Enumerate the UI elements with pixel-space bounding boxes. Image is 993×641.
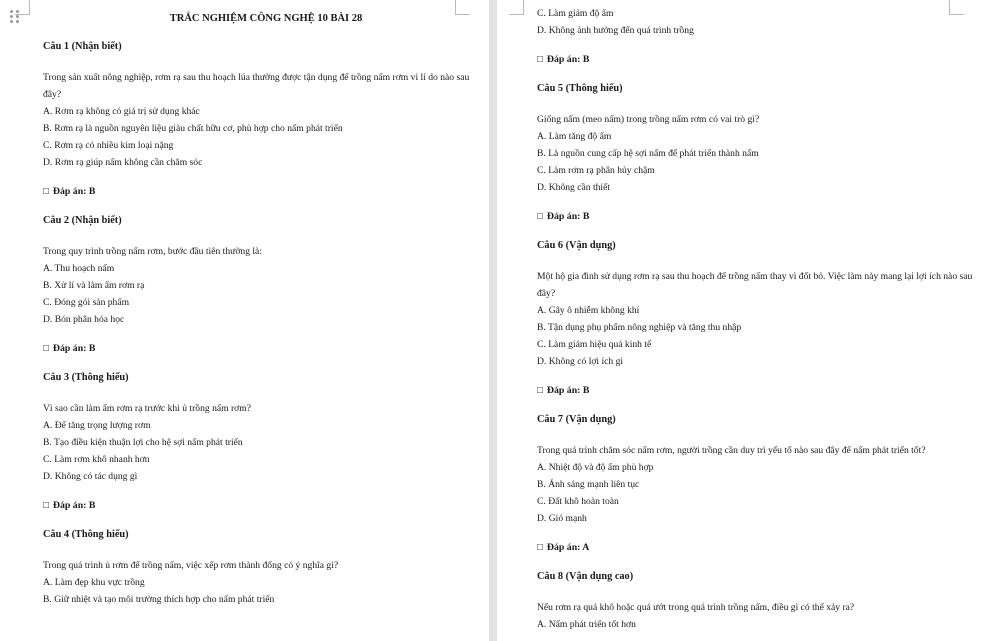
question-block [537,413,977,556]
question-text: Vì sao cần làm ẩm rơm rạ trước khi ủ trồng nấm rơm? [43,403,251,414]
question-heading: Câu 4 (Thông hiểu) [43,529,129,540]
answer-option: D. Không có lợi ích gì [537,356,624,367]
question-text: Giống nấm (meo nấm) trong trồng nấm rơm có vai trò gì? [537,114,760,125]
drag-handle-icon[interactable] [10,10,20,26]
answer-text: Đáp án: B [546,211,590,222]
question-heading: Câu 7 (Vận dụng) [537,414,616,425]
answer-option: D. Không cần thiết [537,182,611,193]
answer-option: C. Làm rơm rạ phân hủy chậm [537,165,655,176]
answer-option: C. Đóng gói sản phẩm [43,297,130,308]
answer-text: Đáp án: B [52,500,96,511]
checkbox-glyph-icon: □ [537,54,543,65]
question-continuation [537,5,977,68]
question-block [537,570,977,633]
answer-option: B. Ánh sáng mạnh liên tục [537,479,640,490]
checkbox-glyph-icon: □ [537,542,543,553]
answer-option: D. Rơm rạ giúp nấm không cần chăm sóc [43,157,203,168]
answer-line [537,382,977,399]
page-content [537,5,977,633]
answer-option: B. Rơm rạ là nguồn nguyên liệu giàu chất hữu cơ, phù hợp cho nấm phát triển [43,123,343,134]
answer-option: A. Rơm rạ không có giá trị sử dụng khác [43,106,200,117]
checkbox-glyph-icon: □ [537,385,543,396]
answer-option: D. Không có tác dụng gì [43,471,138,482]
answer-option: B. Tận dụng phụ phẩm nông nghiệp và tăng thu nhập [537,322,742,333]
answer-line [537,208,977,225]
answer-option: A. Thu hoạch nấm [43,263,115,274]
answer-text: Đáp án: A [546,542,590,553]
question-heading: Câu 3 (Thông hiểu) [43,372,129,383]
answer-option: C. Làm giảm hiệu quả kinh tế [537,339,652,350]
answer-line [43,497,473,514]
answer-line [537,539,977,556]
answer-option: D. Bón phân hóa học [43,314,125,325]
checkbox-glyph-icon: □ [43,343,49,354]
answer-line [43,340,473,357]
question-text: Trong sản xuất nông nghiệp, rơm rạ sau thu hoạch lúa thường được tận dụng để trồng nấm rơm vì lí do nào sau đây? [43,72,470,100]
answer-option: B. Là nguồn cung cấp hệ sợi nấm để phát triển thành nấm [537,148,759,159]
question-heading: Câu 8 (Vận dụng cao) [537,571,634,582]
answer-option: A. Để tăng trọng lượng rơm [43,420,151,431]
answer-option: B. Tạo điều kiện thuận lợi cho hệ sợi nấm phát triển [43,437,243,448]
document-page-right [497,0,993,641]
answer-option: C. Đất khô hoàn toàn [537,496,619,507]
question-block [43,371,473,514]
answer-option: C. Làm giảm độ ẩm [537,8,614,19]
question-block [537,239,977,399]
question-block [43,40,473,200]
question-text: Trong quy trình trồng nấm rơm, bước đầu tiên thường là: [43,246,262,257]
answer-text: Đáp án: B [52,343,96,354]
checkbox-glyph-icon: □ [537,211,543,222]
checkbox-glyph-icon: □ [43,500,49,511]
answer-option: D. Không ảnh hưởng đến quá trình trồng [537,25,694,36]
answer-option: D. Gió mạnh [537,513,587,524]
question-text: Trong quá trình chăm sóc nấm rơm, người trồng cần duy trì yếu tố nào sau đây để nấm phát triển tốt? [537,445,926,456]
question-heading: Câu 5 (Thông hiểu) [537,83,623,94]
question-block [43,214,473,357]
question-heading: Câu 1 (Nhận biết) [43,41,122,52]
answer-option: A. Nhiệt độ và độ ẩm phù hợp [537,462,654,473]
answer-option: A. Làm tăng độ ẩm [537,131,612,142]
answer-text: Đáp án: B [52,186,96,197]
document-title: TRẮC NGHIỆM CÔNG NGHỆ 10 BÀI 28 [169,13,363,24]
document-page-left [0,0,489,641]
question-heading: Câu 2 (Nhận biết) [43,215,122,226]
question-text: Nếu rơm rạ quá khô hoặc quá ướt trong quá trình trồng nấm, điều gì có thể xảy ra? [537,602,855,613]
answer-option: B. Xử lí và làm ẩm rơm rạ [43,280,145,291]
answer-option: A. Nấm phát triển tốt hơn [537,619,636,630]
answer-line [537,51,977,68]
answer-text: Đáp án: B [546,385,590,396]
answer-option: A. Gây ô nhiễm không khí [537,305,640,316]
answer-text: Đáp án: B [546,54,590,65]
question-text: Một hộ gia đình sử dụng rơm rạ sau thu hoạch để trồng nấm thay vì đốt bỏ. Việc làm này mang lại lợi ích nào sau đây? [537,271,973,299]
page-corner-mark [509,0,524,15]
checkbox-glyph-icon: □ [43,186,49,197]
question-text: Trong quá trình ủ rơm để trồng nấm, việc xếp rơm thành đống có ý nghĩa gì? [43,560,339,571]
question-block [537,82,977,225]
page-content [43,5,473,608]
question-heading: Câu 6 (Vận dụng) [537,240,616,251]
answer-line [43,183,473,200]
answer-option: B. Giữ nhiệt và tạo môi trường thích hợp cho nấm phát triển [43,594,275,605]
question-block [43,528,473,608]
answer-option: A. Làm đẹp khu vực trồng [43,577,145,588]
answer-option: C. Làm rơm khô nhanh hơn [43,454,150,465]
answer-option: C. Rơm rạ có nhiều kim loại nặng [43,140,174,151]
page-gutter [489,0,497,641]
